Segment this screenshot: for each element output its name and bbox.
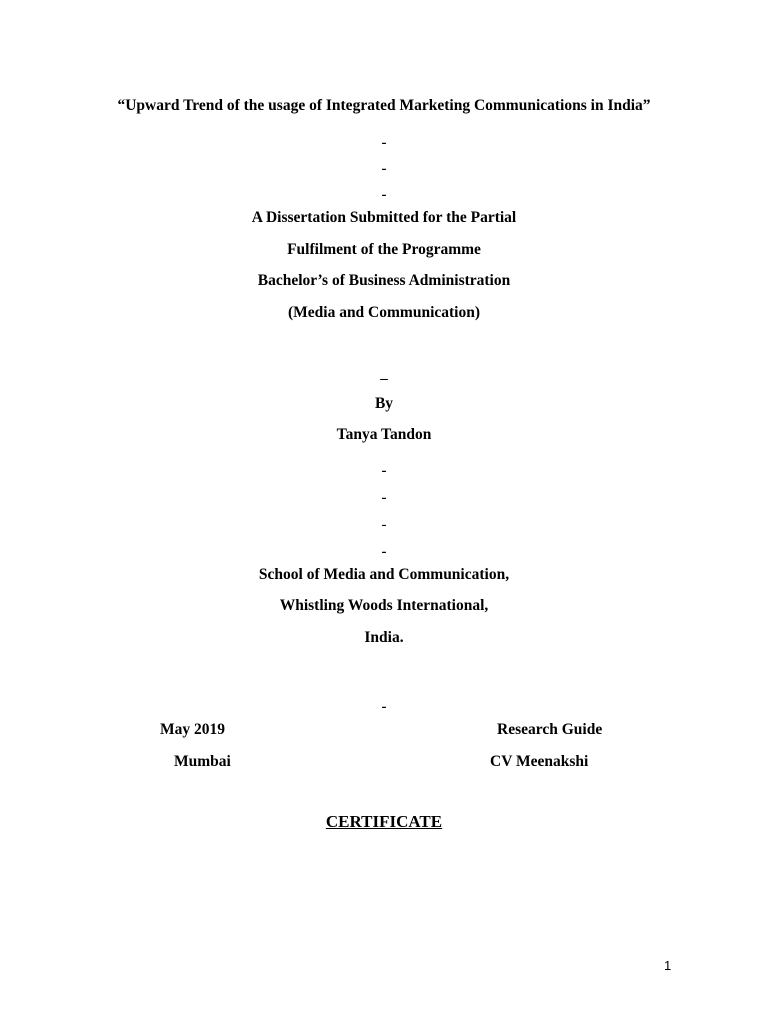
separator-dash: - <box>381 135 387 151</box>
separator-dash: – <box>380 371 388 387</box>
research-guide-name: CV Meenakshi <box>490 753 589 770</box>
research-guide-label: Research Guide <box>497 721 603 738</box>
page-number: 1 <box>664 958 672 973</box>
separator-dash: - <box>381 463 387 479</box>
institution-line-3: India. <box>364 629 404 646</box>
institution-line-2: Whistling Woods International, <box>279 597 489 614</box>
separator-dash: - <box>381 544 387 560</box>
submission-line-3: Bachelor’s of Business Administration <box>257 272 511 289</box>
by-label: By <box>374 395 394 412</box>
separator-dash: - <box>381 517 387 533</box>
submission-city: Mumbai <box>174 753 231 770</box>
separator-dash: - <box>381 161 387 177</box>
submission-date: May 2019 <box>160 721 226 738</box>
institution-line-1: School of Media and Communication, <box>258 566 510 583</box>
submission-line-2: Fulfilment of the Programme <box>287 241 481 258</box>
dissertation-title: “Upward Trend of the usage of Integrated Marketing Communications in India” <box>117 97 651 114</box>
separator-dash: - <box>381 699 387 715</box>
author-name: Tanya Tandon <box>336 426 432 443</box>
submission-line-1: A Dissertation Submitted for the Partial <box>251 209 517 226</box>
separator-dash: - <box>381 490 387 506</box>
certificate-heading: CERTIFICATE <box>325 812 443 831</box>
separator-dash: - <box>381 187 387 203</box>
submission-line-4: (Media and Communication) <box>287 304 481 321</box>
